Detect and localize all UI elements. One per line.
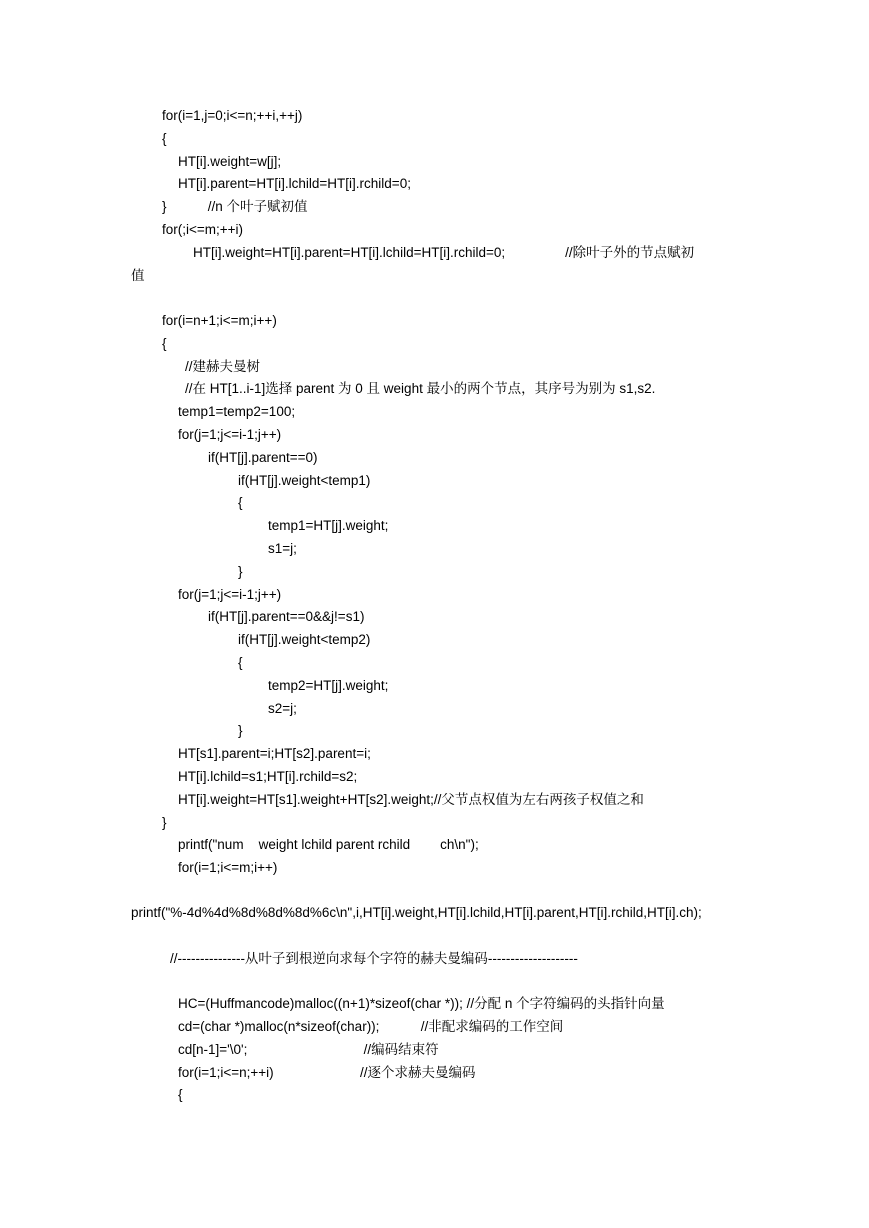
code-comment: //建赫夫曼树 — [185, 359, 261, 374]
code-line: for(i=1;i<=n;++i) //逐个求赫夫曼编码 — [178, 1065, 476, 1080]
code-comment: //在 HT[1..i-1]选择 parent 为 0 且 weight 最小的两个节点，其序号为别为 s1,s2. — [185, 381, 656, 396]
code-line: for(i=1;i<=m;i++) — [178, 860, 278, 875]
code-line: if(HT[j].parent==0&&j!=s1) — [208, 609, 365, 624]
code-line: for(;i<=m;++i) — [162, 222, 244, 237]
code-line: HT[i].weight=HT[i].parent=HT[i].lchild=HT[i].rchild=0; //除叶子外的节点赋初 — [193, 245, 695, 260]
code-line: temp2=HT[j].weight; — [268, 678, 389, 693]
code-line: s2=j; — [268, 701, 297, 716]
code-line: for(i=n+1;i<=m;i++) — [162, 313, 277, 328]
code-line: HT[i].weight=HT[s1].weight+HT[s2].weight;//父节点权值为左右两孩子权值之和 — [178, 792, 644, 807]
code-line: 值 — [131, 268, 145, 283]
code-line: for(j=1;j<=i-1;j++) — [178, 587, 282, 602]
code-line: cd=(char *)malloc(n*sizeof(char)); //非配求编码的工作空间 — [178, 1019, 564, 1034]
code-line: s1=j; — [268, 541, 297, 556]
code-line: { — [238, 495, 243, 510]
code-line: cd[n-1]='\0'; //编码结束符 — [178, 1042, 439, 1057]
code-line: if(HT[j].weight<temp2) — [238, 632, 371, 647]
code-line: for(j=1;j<=i-1;j++) — [178, 427, 282, 442]
code-line: { — [162, 131, 167, 146]
code-line: HC=(Huffmancode)malloc((n+1)*sizeof(char *)); //分配 n 个字符编码的头指针向量 — [178, 996, 665, 1011]
code-line: HT[i].parent=HT[i].lchild=HT[i].rchild=0; — [178, 176, 411, 191]
code-line: } — [238, 723, 243, 738]
code-line: } //n 个叶子赋初值 — [162, 199, 308, 214]
code-line: { — [162, 336, 167, 351]
code-line: } — [238, 564, 243, 579]
code-line: temp1=temp2=100; — [178, 404, 296, 419]
code-line: } — [162, 815, 167, 830]
code-line: printf("num weight lchild parent rchild ch\n"); — [178, 837, 479, 852]
code-line: if(HT[j].parent==0) — [208, 450, 318, 465]
code-line: temp1=HT[j].weight; — [268, 518, 389, 533]
code-comment: //---------------从叶子到根逆向求每个字符的赫夫曼编码-------------------- — [170, 951, 578, 966]
code-line: if(HT[j].weight<temp1) — [238, 473, 371, 488]
code-line: HT[i].weight=w[j]; — [178, 154, 282, 169]
code-line: { — [178, 1087, 183, 1102]
code-line: HT[s1].parent=i;HT[s2].parent=i; — [178, 746, 371, 761]
code-line: printf("%-4d%4d%8d%8d%8d%6c\n",i,HT[i].weight,HT[i].lchild,HT[i].parent,HT[i].rchild,HT[i].ch); — [131, 905, 702, 920]
code-line: for(i=1,j=0;i<=n;++i,++j) — [162, 108, 303, 123]
code-line: HT[i].lchild=s1;HT[i].rchild=s2; — [178, 769, 358, 784]
code-line: { — [238, 655, 243, 670]
